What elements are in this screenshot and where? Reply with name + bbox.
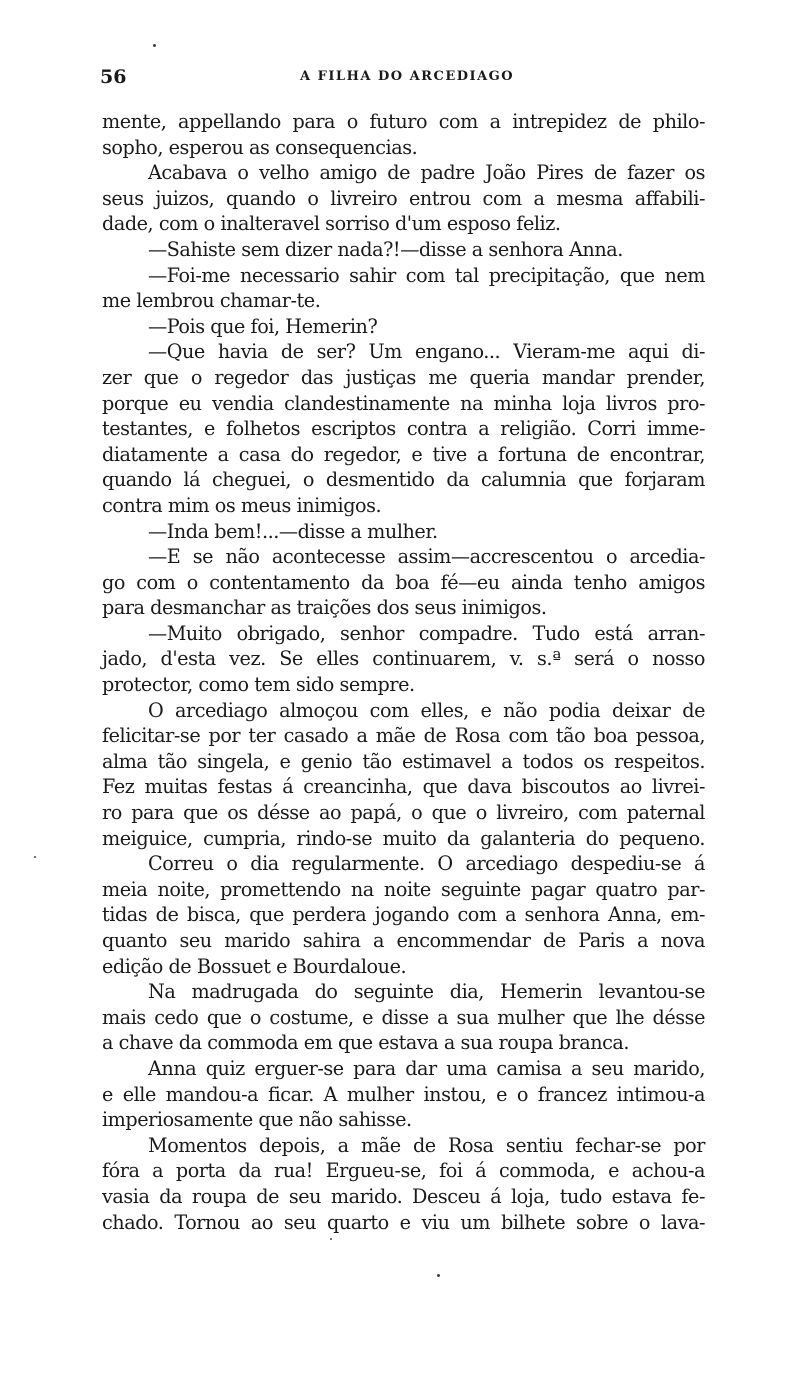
text-line: quanto seu marido sahira a encommendar de Paris a nova [102, 929, 705, 952]
body-text [102, 109, 705, 1235]
text-line: edição de Bossuet e Bourdaloue. [102, 954, 407, 978]
page-number: 56 [100, 66, 127, 88]
text-line: fóra a porta da rua! Ergueu-se, foi á commoda, e achou-a [102, 1159, 705, 1183]
text-line: contra mim os meus inimigos. [102, 493, 382, 517]
text-line: me lembrou chamar-te. [102, 289, 321, 313]
text-line: —Que havia de ser? Um engano... Vieram-me aqui di- [148, 340, 705, 364]
text-line: dade, com o inalteravel sorriso d'um esposo feliz. [102, 212, 561, 236]
text-line: protector, como tem sido sempre. [102, 673, 415, 697]
text-line: —Inda bem!...—disse a mulher. [148, 519, 438, 543]
text-line: mais cedo que o costume, e disse a sua mulher que lhe désse [102, 1005, 705, 1029]
running-title: A FILHA DO ARCEDIAGO [300, 69, 515, 84]
page-header [100, 66, 705, 90]
text-line: mente, appellando para o futuro com a intrepidez de philo- [102, 110, 705, 133]
text-line: felicitar-se por ter casado a mãe de Rosa com tão boa pessoa, [102, 724, 705, 748]
text-line: —Pois que foi, Hemerin? [148, 314, 378, 338]
scan-speck [153, 44, 156, 47]
text-line: Acabava o velho amigo de padre João Pires de fazer os [148, 161, 705, 185]
text-line: Na madrugada do seguinte dia, Hemerin levantou-se [148, 980, 705, 1004]
text-line: diatamente a casa do regedor, e tive a fortuna de encontrar, [102, 442, 705, 466]
text-line: Momentos depois, a mãe de Rosa sentiu fechar-se por [148, 1133, 705, 1157]
text-line: —Sahiste sem dizer nada?!—disse a senhora Anna. [148, 237, 623, 261]
text-line: tidas de bisca, que perdera jogando com a senhora Anna, em- [102, 903, 705, 927]
text-line: ro para que os désse ao papá, o que o livreiro, com paternal [102, 801, 705, 825]
text-line: vasia da roupa de seu marido. Desceu á loja, tudo estava fe- [102, 1184, 705, 1208]
text-line: O arcediago almoçou com elles, e não podia deixar de [148, 698, 705, 722]
text-line: seus juizos, quando o livreiro entrou com a mesma affabili- [102, 186, 705, 210]
text-line: Anna quiz erguer-se para dar uma camisa a seu marido, [148, 1056, 705, 1080]
text-line: Fez muitas festas á creancinha, que dava biscoutos ao livrei- [102, 775, 705, 799]
scan-speck [330, 1238, 332, 1240]
scan-speck [34, 856, 36, 858]
text-line: go com o contentamento da boa fé—eu ainda tenho amigos [102, 570, 705, 594]
text-line: para desmanchar as traições dos seus inimigos. [102, 596, 547, 620]
text-line: alma tão singela, e genio tão estimavel a todos os respeitos. [102, 749, 705, 773]
text-line: testantes, e folhetos escriptos contra a religião. Corri imme- [102, 417, 705, 441]
text-line: sopho, esperou as consequencias. [102, 135, 418, 159]
text-line: porque eu vendia clandestinamente na minha loja livros pro- [102, 391, 705, 415]
text-line: meia noite, promettendo na noite seguinte pagar quatro par- [102, 877, 705, 901]
text-line: e elle mandou-a ficar. A mulher instou, e o francez intimou-a [102, 1082, 705, 1106]
text-line: —E se não acontecesse assim—accrescentou o arcedia- [148, 545, 705, 569]
text-line: zer que o regedor das justiças me queria mandar prender, [102, 365, 705, 389]
text-line: a chave da commoda em que estava a sua roupa branca. [102, 1031, 630, 1055]
text-line: imperiosamente que não sahisse. [102, 1108, 412, 1132]
text-line: —Muito obrigado, senhor compadre. Tudo está arran- [148, 621, 705, 645]
text-line: chado. Tornou ao seu quarto e viu um bilhete sobre o lava- [102, 1210, 705, 1234]
text-line: quando lá cheguei, o desmentido da calumnia que forjaram [102, 468, 705, 492]
text-line: meiguice, cumpria, rindo-se muito da galanteria do pequeno. [102, 826, 705, 850]
scan-speck [437, 1274, 440, 1277]
text-line: Correu o dia regularmente. O arcediago despediu-se á [148, 852, 705, 876]
text-line: —Foi-me necessario sahir com tal precipitação, que nem [148, 263, 705, 287]
text-line: jado, d'esta vez. Se elles continuarem, v. s.ª será o nosso [102, 647, 705, 671]
